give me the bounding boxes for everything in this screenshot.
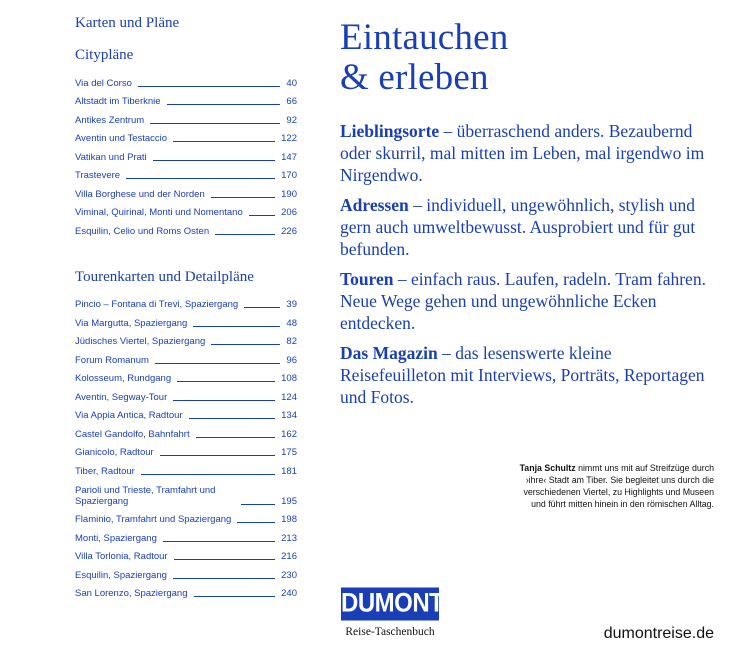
toc-entry [75, 528, 297, 547]
leader-line [141, 474, 275, 475]
toc-entry [75, 443, 297, 462]
table-of-contents [75, 14, 297, 602]
toc-entry [75, 406, 297, 425]
toc-entry-name: Castel Gandolfo, Bahnfahrt [75, 428, 190, 440]
toc-entry [75, 424, 297, 443]
toc-entry-page: 181 [281, 465, 297, 477]
feature-adressen [340, 194, 720, 260]
toc-entry-page: 40 [286, 77, 297, 89]
toc-entry [75, 387, 297, 406]
toc-entry [75, 510, 297, 529]
toc-entry-page: 134 [281, 410, 297, 421]
feature-term: Touren [340, 269, 394, 289]
toc-entry [75, 332, 297, 351]
toc-entry-name: Trastevere [75, 170, 121, 181]
leader-line [249, 215, 275, 216]
feature-text: – das lesenswerte kleine Reisefeuilleton mit Interviews, Porträts, Reportagen und Fotos. [340, 343, 705, 407]
toc-entry [75, 92, 297, 111]
feature-term: Das Magazin [340, 343, 438, 363]
series-name: Reise-Taschenbuch [345, 626, 435, 638]
dumont-logo: DUMONT [341, 588, 439, 621]
toc-entry [75, 129, 297, 148]
toc-entry-page: 66 [286, 96, 297, 107]
headline [340, 18, 720, 98]
headline-line-1: Eintauchen [340, 17, 509, 58]
leader-line [189, 418, 276, 419]
leader-line [163, 541, 275, 542]
author-blurb [514, 462, 714, 510]
leader-line [174, 559, 276, 560]
feature-magazin [340, 342, 720, 408]
toc-entry-page: 122 [281, 133, 297, 144]
toc-entry-page: 226 [281, 225, 297, 237]
toc-entry-name: Villa Borghese und der Norden [75, 188, 205, 200]
feature-text: – überraschend anders. Bezaubernd oder skurril, mal mitten im Leben, mal irgendwo im Nirgendwo. [340, 121, 705, 185]
leader-line [211, 197, 275, 198]
toc-entry-page: 170 [281, 170, 297, 181]
feature-text: – individuell, ungewöhnlich, stylish und gern auch umweltbewusst. Ausprobiert und für gut befunden. [340, 195, 696, 259]
toc-entry-name: Gianicolo, Radtour [75, 447, 154, 458]
toc-entry-name: Monti, Spaziergang [75, 532, 157, 544]
leader-line [173, 141, 275, 142]
tour-maps-title: Tourenkarten und Detailpläne [75, 268, 254, 285]
toc-entry-page: 162 [281, 428, 297, 440]
leader-line [244, 307, 280, 308]
toc-entry-page: 92 [286, 114, 297, 126]
leader-line [126, 178, 275, 179]
toc-entry [75, 565, 297, 584]
toc-entry [75, 461, 297, 480]
feature-text: – einfach raus. Laufen, radeln. Tram fahren. Neue Wege gehen und ungewöhnliche Ecken entdecken. [340, 269, 706, 333]
toc-entry [75, 350, 297, 369]
toc-entry-name: Parioli und Trieste, Tramfahrt und Spaziergang [75, 484, 216, 507]
toc-entry-name: Via Margutta, Spaziergang [75, 317, 188, 329]
toc-entry-page: 230 [281, 569, 297, 581]
author-bio: nimmt uns mit auf Streifzüge durch ›ihre‹ Stadt am Tiber. Sie begleitet uns durch die verschiedenen Viertel, zu Highlights und Museen und führt mitten hinein in den römischen Alltag. [523, 463, 714, 509]
toc-entry-page: 108 [281, 373, 297, 384]
toc-entry [75, 547, 297, 566]
toc-entry-page: 96 [286, 354, 297, 366]
leader-line [194, 596, 276, 597]
city-maps-list [75, 73, 297, 240]
toc-entry-page: 216 [281, 551, 297, 562]
toc-main-title: Karten und Pläne [75, 15, 180, 31]
toc-entry-name: Flaminio, Tramfahrt und Spaziergang [75, 514, 232, 525]
feature-lieblingsorte [340, 120, 720, 186]
toc-entry-page: 190 [281, 188, 297, 200]
feature-column [340, 18, 720, 408]
toc-entry [75, 73, 297, 92]
toc-entry [75, 295, 297, 314]
toc-entry [75, 313, 297, 332]
feature-term: Adressen [340, 195, 409, 215]
toc-entry [75, 147, 297, 166]
leader-line [153, 160, 275, 161]
leader-line [241, 504, 275, 505]
toc-entry-name: Jüdisches Viertel, Spaziergang [75, 336, 206, 347]
toc-entry-page: 82 [286, 336, 297, 347]
toc-entry-name: Esquilin, Celio und Roms Osten [75, 225, 210, 237]
toc-entry-page: 39 [286, 299, 297, 310]
toc-entry-name: Altstadt im Tiberknie [75, 96, 161, 107]
toc-entry [75, 221, 297, 240]
toc-entry-name: Tiber, Radtour [75, 465, 135, 477]
toc-entry-name: Vatikan und Prati [75, 151, 147, 163]
toc-entry-page: 198 [281, 514, 297, 525]
toc-entry [75, 203, 297, 222]
toc-entry-name: Aventin und Testaccio [75, 133, 168, 144]
leader-line [138, 86, 281, 87]
toc-entry-name: Via Appia Antica, Radtour [75, 410, 183, 421]
toc-entry-name: Esquilin, Spaziergang [75, 569, 167, 581]
leader-line [193, 326, 280, 327]
toc-entry [75, 110, 297, 129]
feature-term: Lieblingsorte [340, 121, 440, 141]
leader-line [160, 455, 275, 456]
toc-entry-page: 48 [286, 317, 297, 329]
website-url: dumontreise.de [603, 625, 714, 642]
leader-line [155, 363, 281, 364]
leader-line [150, 123, 280, 124]
toc-entry-page: 195 [281, 495, 297, 507]
toc-entry-page: 175 [281, 447, 297, 458]
toc-entry [75, 166, 297, 185]
toc-entry-name: Pincio – Fontana di Trevi, Spaziergang [75, 299, 239, 310]
leader-line [211, 344, 280, 345]
tour-maps-list [75, 295, 297, 603]
toc-entry-page: 206 [281, 207, 297, 218]
feature-touren [340, 268, 720, 334]
toc-entry-name: Aventin, Segway-Tour [75, 391, 168, 403]
leader-line [215, 234, 275, 235]
toc-entry-page: 240 [281, 588, 297, 599]
toc-entry-page: 213 [281, 532, 297, 544]
toc-entry [75, 584, 297, 603]
author-name: Tanja Schultz [519, 463, 576, 473]
toc-entry-name: Antikes Zentrum [75, 114, 145, 126]
leader-line [173, 400, 275, 401]
toc-entry-page: 147 [281, 151, 297, 163]
leader-line [173, 578, 275, 579]
city-maps-title: Citypläne [75, 47, 134, 63]
toc-entry [75, 369, 297, 388]
toc-entry-name: Villa Torlonia, Radtour [75, 551, 168, 562]
toc-entry [75, 184, 297, 203]
leader-line [237, 522, 275, 523]
toc-entry [75, 480, 297, 510]
toc-entry-page: 124 [281, 391, 297, 403]
leader-line [196, 437, 276, 438]
leader-line [167, 104, 281, 105]
toc-entry-name: Viminal, Quirinal, Monti und Nomentano [75, 207, 243, 218]
toc-entry-name: Kolosseum, Rundgang [75, 373, 172, 384]
toc-entry-name: Forum Romanum [75, 354, 149, 366]
toc-entry-name: Via del Corso [75, 77, 132, 89]
toc-entry-name: San Lorenzo, Spaziergang [75, 588, 188, 599]
leader-line [177, 381, 275, 382]
headline-line-2: & erleben [340, 57, 489, 98]
